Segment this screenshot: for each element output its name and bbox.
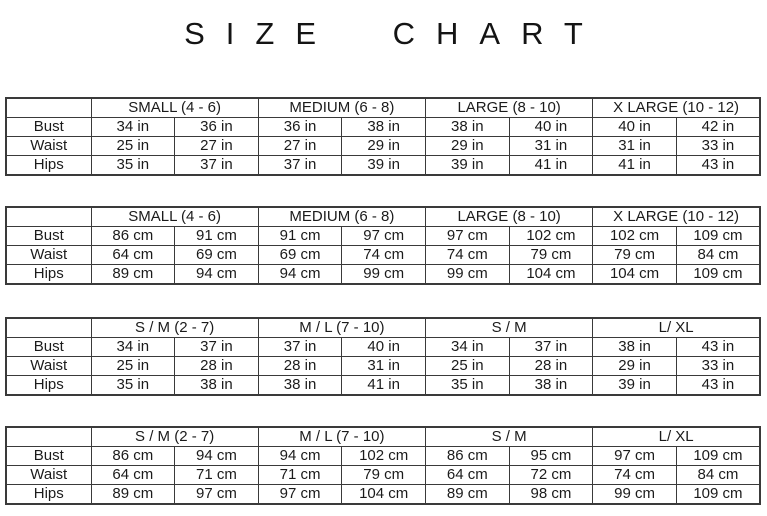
corner-cell <box>6 318 91 338</box>
measurement-value-cell: 94 cm <box>175 265 259 285</box>
size-header-cell: S / M <box>426 318 593 338</box>
measurement-value-cell: 79 cm <box>509 246 593 265</box>
measurement-value-cell: 104 cm <box>509 265 593 285</box>
measure-label-cell: Hips <box>6 485 91 505</box>
corner-cell <box>6 207 91 227</box>
table-row <box>6 357 760 376</box>
measurement-value-cell: 98 cm <box>509 485 593 505</box>
measurement-value-cell: 33 in <box>676 357 760 376</box>
table-row <box>6 265 760 285</box>
measurement-value-cell: 84 cm <box>676 246 760 265</box>
size-header-cell: M / L (7 - 10) <box>258 318 425 338</box>
page-title: SIZE CHART <box>184 16 604 51</box>
measure-label-cell: Hips <box>6 376 91 396</box>
table-row <box>6 156 760 176</box>
measure-label-cell: Waist <box>6 137 91 156</box>
measurement-value-cell: 43 in <box>676 338 760 357</box>
measurement-value-cell: 29 in <box>342 137 426 156</box>
measure-label-cell: Bust <box>6 227 91 246</box>
measurement-value-cell: 39 in <box>593 376 677 396</box>
measurement-value-cell: 74 cm <box>342 246 426 265</box>
measurement-value-cell: 94 cm <box>258 265 342 285</box>
measurement-value-cell: 38 in <box>509 376 593 396</box>
size-header-cell: X LARGE (10 - 12) <box>593 207 760 227</box>
measurement-value-cell: 34 in <box>426 338 510 357</box>
measurement-value-cell: 97 cm <box>593 447 677 466</box>
measurement-value-cell: 89 cm <box>426 485 510 505</box>
measurement-value-cell: 109 cm <box>676 447 760 466</box>
measurement-value-cell: 104 cm <box>342 485 426 505</box>
measurement-value-cell: 94 cm <box>175 447 259 466</box>
measurement-value-cell: 99 cm <box>593 485 677 505</box>
measurement-value-cell: 35 in <box>91 156 175 176</box>
measurement-value-cell: 97 cm <box>342 227 426 246</box>
measurement-value-cell: 35 in <box>91 376 175 396</box>
measurement-value-cell: 38 in <box>593 338 677 357</box>
measure-label-cell: Hips <box>6 265 91 285</box>
measurement-value-cell: 38 in <box>175 376 259 396</box>
size-header-cell: L/ XL <box>593 318 760 338</box>
table-row <box>6 376 760 396</box>
measurement-value-cell: 86 cm <box>91 227 175 246</box>
measurement-value-cell: 91 cm <box>175 227 259 246</box>
measurement-value-cell: 37 in <box>258 338 342 357</box>
size-header-cell: MEDIUM (6 - 8) <box>258 207 425 227</box>
measurement-value-cell: 43 in <box>676 156 760 176</box>
table-row <box>6 118 760 137</box>
table-row <box>6 137 760 156</box>
measurement-value-cell: 95 cm <box>509 447 593 466</box>
measurement-value-cell: 84 cm <box>676 466 760 485</box>
measurement-value-cell: 104 cm <box>593 265 677 285</box>
measurement-value-cell: 31 in <box>593 137 677 156</box>
measure-label-cell: Hips <box>6 156 91 176</box>
size-header-cell: S / M <box>426 427 593 447</box>
size-header-cell: SMALL (4 - 6) <box>91 207 258 227</box>
measurement-value-cell: 71 cm <box>175 466 259 485</box>
corner-cell <box>6 427 91 447</box>
measure-label-cell: Bust <box>6 447 91 466</box>
measurement-value-cell: 36 in <box>175 118 259 137</box>
size-header-cell: LARGE (8 - 10) <box>426 98 593 118</box>
measurement-value-cell: 64 cm <box>426 466 510 485</box>
size-header-cell: X LARGE (10 - 12) <box>593 98 760 118</box>
measurement-value-cell: 27 in <box>175 137 259 156</box>
measurement-value-cell: 25 in <box>426 357 510 376</box>
measurement-value-cell: 25 in <box>91 357 175 376</box>
size-header-cell: SMALL (4 - 6) <box>91 98 258 118</box>
measurement-value-cell: 41 in <box>593 156 677 176</box>
measurement-value-cell: 109 cm <box>676 265 760 285</box>
size-header-cell: L/ XL <box>593 427 760 447</box>
measurement-value-cell: 71 cm <box>258 466 342 485</box>
measurement-value-cell: 28 in <box>258 357 342 376</box>
measurement-value-cell: 97 cm <box>258 485 342 505</box>
size-table-standard-inches <box>5 97 761 176</box>
measure-label-cell: Waist <box>6 466 91 485</box>
size-table-combo-inches <box>5 317 761 396</box>
measurement-value-cell: 109 cm <box>676 227 760 246</box>
measurement-value-cell: 89 cm <box>91 265 175 285</box>
measurement-value-cell: 89 cm <box>91 485 175 505</box>
table-row <box>6 466 760 485</box>
measure-label-cell: Waist <box>6 246 91 265</box>
measurement-value-cell: 102 cm <box>509 227 593 246</box>
measurement-value-cell: 40 in <box>509 118 593 137</box>
measurement-value-cell: 35 in <box>426 376 510 396</box>
corner-cell <box>6 98 91 118</box>
measurement-value-cell: 97 cm <box>175 485 259 505</box>
measurement-value-cell: 79 cm <box>593 246 677 265</box>
measurement-value-cell: 28 in <box>175 357 259 376</box>
measurement-value-cell: 27 in <box>258 137 342 156</box>
measurement-value-cell: 69 cm <box>175 246 259 265</box>
table-row <box>6 246 760 265</box>
size-header-cell: S / M (2 - 7) <box>91 427 258 447</box>
measurement-value-cell: 37 in <box>175 156 259 176</box>
measurement-value-cell: 91 cm <box>258 227 342 246</box>
measurement-value-cell: 40 in <box>593 118 677 137</box>
measurement-value-cell: 79 cm <box>342 466 426 485</box>
measurement-value-cell: 39 in <box>342 156 426 176</box>
measure-label-cell: Waist <box>6 357 91 376</box>
measurement-value-cell: 31 in <box>342 357 426 376</box>
measurement-value-cell: 29 in <box>593 357 677 376</box>
measurement-value-cell: 37 in <box>258 156 342 176</box>
measurement-value-cell: 31 in <box>509 137 593 156</box>
measurement-value-cell: 33 in <box>676 137 760 156</box>
measurement-value-cell: 86 cm <box>426 447 510 466</box>
measurement-value-cell: 69 cm <box>258 246 342 265</box>
size-header-cell: MEDIUM (6 - 8) <box>258 98 425 118</box>
measurement-value-cell: 97 cm <box>426 227 510 246</box>
table-row <box>6 227 760 246</box>
measurement-value-cell: 72 cm <box>509 466 593 485</box>
measurement-value-cell: 40 in <box>342 338 426 357</box>
measurement-value-cell: 38 in <box>426 118 510 137</box>
measure-label-cell: Bust <box>6 118 91 137</box>
measurement-value-cell: 25 in <box>91 137 175 156</box>
measurement-value-cell: 37 in <box>175 338 259 357</box>
measurement-value-cell: 74 cm <box>426 246 510 265</box>
size-table-combo-cm <box>5 426 761 505</box>
size-header-cell: LARGE (8 - 10) <box>426 207 593 227</box>
measure-label-cell: Bust <box>6 338 91 357</box>
measurement-value-cell: 99 cm <box>426 265 510 285</box>
measurement-value-cell: 41 in <box>509 156 593 176</box>
measurement-value-cell: 64 cm <box>91 246 175 265</box>
size-header-cell: S / M (2 - 7) <box>91 318 258 338</box>
table-row <box>6 447 760 466</box>
measurement-value-cell: 94 cm <box>258 447 342 466</box>
size-table-standard-cm <box>5 206 761 285</box>
measurement-value-cell: 102 cm <box>342 447 426 466</box>
measurement-value-cell: 38 in <box>258 376 342 396</box>
table-row <box>6 485 760 505</box>
table-row <box>6 338 760 357</box>
measurement-value-cell: 102 cm <box>593 227 677 246</box>
measurement-value-cell: 42 in <box>676 118 760 137</box>
measurement-value-cell: 38 in <box>342 118 426 137</box>
measurement-value-cell: 28 in <box>509 357 593 376</box>
measurement-value-cell: 29 in <box>426 137 510 156</box>
measurement-value-cell: 109 cm <box>676 485 760 505</box>
measurement-value-cell: 43 in <box>676 376 760 396</box>
measurement-value-cell: 99 cm <box>342 265 426 285</box>
measurement-value-cell: 34 in <box>91 118 175 137</box>
measurement-value-cell: 86 cm <box>91 447 175 466</box>
measurement-value-cell: 37 in <box>509 338 593 357</box>
measurement-value-cell: 64 cm <box>91 466 175 485</box>
measurement-value-cell: 36 in <box>258 118 342 137</box>
measurement-value-cell: 34 in <box>91 338 175 357</box>
size-header-cell: M / L (7 - 10) <box>258 427 425 447</box>
measurement-value-cell: 41 in <box>342 376 426 396</box>
measurement-value-cell: 74 cm <box>593 466 677 485</box>
measurement-value-cell: 39 in <box>426 156 510 176</box>
